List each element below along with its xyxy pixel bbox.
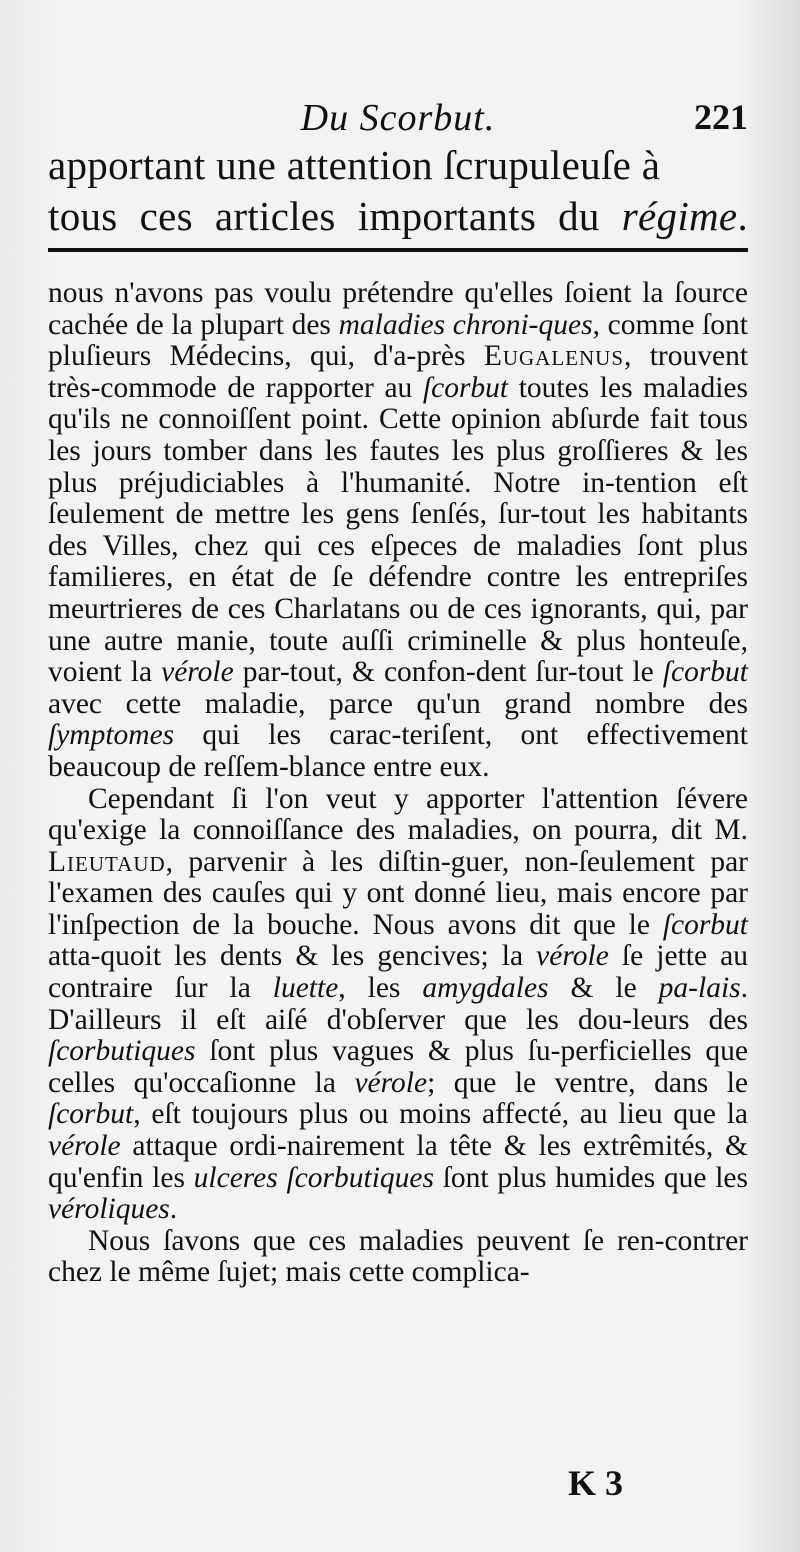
author-name: Lieutaud bbox=[48, 845, 166, 878]
main-text bbox=[48, 278, 748, 1289]
paragraph-3: Nous ſavons que ces maladies peuvent ſe ren-contrer chez le même ſujet; mais cette complica- bbox=[48, 1224, 748, 1289]
top-line-2-italic: régime bbox=[621, 193, 738, 239]
preceding-section-end bbox=[48, 140, 748, 242]
top-line-2-text: tous ces articles importants du bbox=[48, 193, 622, 239]
signature-mark: K 3 bbox=[568, 1463, 624, 1503]
top-line-2-period: . bbox=[737, 193, 748, 239]
running-head bbox=[48, 96, 748, 140]
running-title: Du Scorbut. bbox=[300, 97, 496, 139]
paragraph-1: nous n'avons pas voulu prétendre qu'elles ſoient la ſource cachée de la plupart des maladies chroni-ques, comme ſont pluſieurs Médecins, qui, d'a-près Eugalenus, trouvent très-commode de rapporter au ſcorbut toutes les maladies qu'ils ne connoiſſent point. Cette opinion abſurde fait tous les jours tomber dans les fautes les plus groſſieres & les plus préjudiciables à l'humanité. Notre in-tention eſt ſeulement de mettre les gens ſenſés, ſur-tout les habitants des Villes, chez qui ces eſpeces de maladies ſont plus familieres, en état de ſe défendre contre les entrepriſes meurtrieres de ces Charlatans ou de ces ignorants, qui, par une autre manie, toute auſſi criminelle & plus honteuſe, voient la vérole par-tout, & confon-dent ſur-tout le ſcorbut avec cette maladie, parce qu'un grand nombre des ſymptomes qui les carac-teriſent, ont effectivement beaucoup de reſſem-blance entre eux. bbox=[48, 277, 749, 783]
author-name: Eugalenus bbox=[483, 340, 624, 373]
top-line-2 bbox=[48, 191, 748, 242]
horizontal-rule bbox=[48, 248, 748, 252]
page-number: 221 bbox=[694, 97, 748, 137]
paragraph-2: Cependant ſi l'on veut y apporter l'attention ſévere qu'exige la connoiſſance des maladies, on pourra, dit M. Lieutaud, parvenir à les diſtin-guer, non-ſeulement par l'examen des cauſes qui y ont donné lieu, mais encore par l'inſpection de la bouche. Nous avons dit que le ſcorbut atta-quoit les dents & les gencives; la vérole ſe jette au contraire ſur la luette, les amygdales & le pa-lais. D'ailleurs il eſt aiſé d'obſerver que les dou-leurs des ſcorbutiques ſont plus vagues & plus ſu-perficielles que celles qu'occaſionne la vérole; que le ventre, dans le ſcorbut, eſt toujours plus ou moins affecté, au lieu que la vérole attaque ordi-nairement la tête & les extrêmités, & qu'enfin les ulceres ſcorbutiques ſont plus humides que les véroliques. bbox=[48, 782, 749, 1226]
top-line-1: apportant une attention ſcrupuleuſe à bbox=[48, 142, 661, 188]
